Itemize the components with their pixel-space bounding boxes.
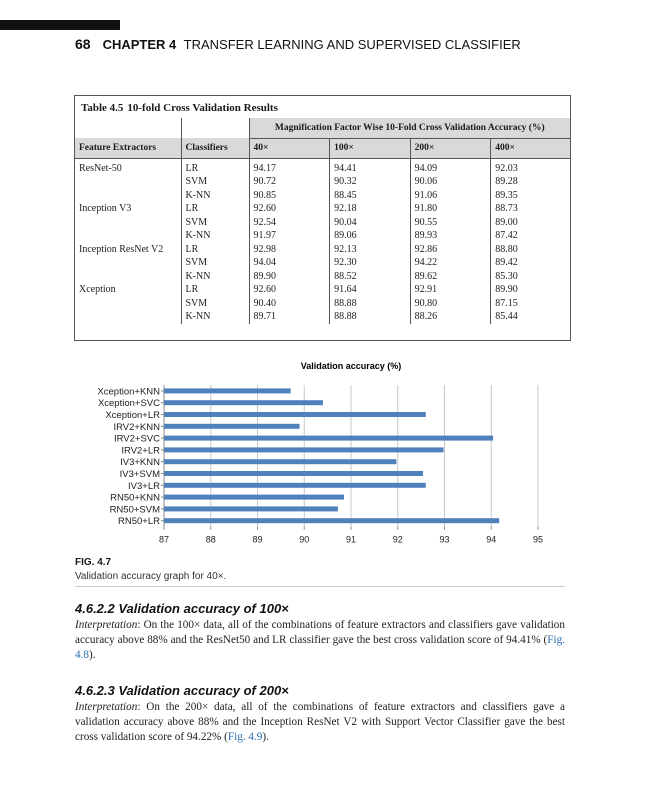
table-row: [75, 283, 570, 297]
category-label: IV3+LR: [128, 480, 160, 492]
table-cell: 90.85: [249, 189, 330, 203]
table-cell: [75, 189, 181, 203]
page-number: 68: [75, 36, 91, 52]
table-cell: 89.71: [249, 310, 330, 324]
figure-caption: Validation accuracy graph for 40×.: [75, 571, 227, 582]
table-cell: K-NN: [181, 189, 249, 203]
figure-label: FIG. 4.7: [75, 557, 112, 568]
table-title: [81, 102, 278, 114]
table-row: [75, 175, 570, 189]
bar: [164, 471, 423, 476]
category-label: IV3+SVM: [119, 469, 160, 480]
table-cell: 90.04: [330, 216, 411, 230]
table-cell: 92.98: [249, 243, 330, 257]
table-cell: 94.04: [249, 256, 330, 270]
table-cell: 92.30: [330, 256, 411, 270]
table-cell: 94.09: [410, 158, 491, 175]
table-cell: [75, 229, 181, 243]
column-header: 100×: [330, 138, 411, 158]
table-cell: 88.52: [330, 270, 411, 284]
table-body: [75, 158, 570, 324]
section-heading-200x: 4.6.2.3 Validation accuracy of 200×: [75, 683, 289, 698]
column-header: Classifiers: [181, 138, 249, 158]
table-cell: SVM: [181, 256, 249, 270]
bar: [164, 495, 344, 500]
table-cell: 85.30: [491, 270, 570, 284]
section-heading-100x: 4.6.2.2 Validation accuracy of 100×: [75, 601, 289, 616]
x-tick-label: 94: [486, 534, 497, 545]
table-cell: K-NN: [181, 270, 249, 284]
table-cell: 92.54: [249, 216, 330, 230]
table-cell: 85.44: [491, 310, 570, 324]
table-cell: 91.97: [249, 229, 330, 243]
category-label: RN50+SVM: [109, 504, 160, 516]
x-tick-label: 88: [205, 534, 216, 545]
category-label: IRV2+LR: [121, 445, 160, 457]
table-cell: 88.88: [330, 310, 411, 324]
table-cell: 90.06: [410, 175, 491, 189]
table-cell: 88.80: [491, 243, 570, 257]
table-row: [75, 310, 570, 324]
table-row: [75, 256, 570, 270]
bar: [164, 459, 396, 464]
chart-svg: [60, 355, 560, 555]
table-cell: 92.03: [491, 158, 570, 175]
table-cell: 92.13: [330, 243, 411, 257]
table-cell: 90.72: [249, 175, 330, 189]
table-cell: [75, 310, 181, 324]
section-paragraph-100x: [75, 618, 565, 663]
table-cell: 92.86: [410, 243, 491, 257]
category-label: IV3+KNN: [120, 457, 160, 469]
table-cell: 89.62: [410, 270, 491, 284]
table-number: Table 4.5: [81, 102, 124, 114]
table-cell: 89.90: [491, 283, 570, 297]
table-cell: [75, 216, 181, 230]
group-header: Magnification Factor Wise 10-Fold Cross Validation Accuracy (%): [249, 118, 570, 138]
table-cell: LR: [181, 158, 249, 175]
table-cell: 91.80: [410, 202, 491, 216]
results-table: [75, 118, 570, 324]
paragraph-lead: Interpretation: [75, 619, 138, 631]
table-row: [75, 202, 570, 216]
table-cell: 92.91: [410, 283, 491, 297]
table-cell: [75, 256, 181, 270]
table-cell: SVM: [181, 216, 249, 230]
paragraph-tail: ).: [88, 649, 96, 661]
divider: [75, 586, 565, 587]
x-tick-label: 87: [158, 534, 170, 545]
table-cell: [75, 175, 181, 189]
table-cell: SVM: [181, 175, 249, 189]
column-header: Feature Extractors: [75, 138, 181, 158]
table-cell: K-NN: [181, 310, 249, 324]
table-cell: 89.06: [330, 229, 411, 243]
bar: [164, 424, 300, 429]
table-cell: 89.90: [249, 270, 330, 284]
bar: [164, 506, 338, 511]
table-row: [75, 189, 570, 203]
section-paragraph-200x: [75, 700, 565, 745]
column-header: 200×: [410, 138, 491, 158]
category-label: Xception+SVC: [97, 398, 160, 410]
bar: [164, 400, 323, 405]
table-cell: 88.45: [330, 189, 411, 203]
column-header: 40×: [249, 138, 330, 158]
x-tick-label: 89: [252, 534, 263, 545]
column-header-row: [75, 138, 570, 158]
table-cell: 89.42: [491, 256, 570, 270]
table-cell: Xception: [79, 284, 116, 296]
table-cell: 90.55: [410, 216, 491, 230]
table-cell: 88.88: [330, 297, 411, 311]
paragraph-body: : On the 200× data, all of the combinations of feature extractors and classifiers gave a validation accuracy above 88% and the Inception ResNet V2 with Support Vector Classifier gave the best cross validation score of 94.22% (: [75, 701, 565, 743]
table-row: [75, 216, 570, 230]
figure-link[interactable]: Fig. 4.8: [75, 634, 565, 661]
results-table-box: [74, 95, 571, 341]
x-tick-label: 92: [392, 534, 403, 545]
table-row: [75, 158, 570, 175]
category-label: RN50+KNN: [110, 492, 160, 504]
table-cell: 87.42: [491, 229, 570, 243]
bar: [164, 412, 426, 417]
category-label: RN50+LR: [118, 516, 160, 528]
chapter-title: TRANSFER LEARNING AND SUPERVISED CLASSIFIER: [183, 37, 521, 52]
table-cell: 92.60: [249, 202, 330, 216]
table-cell: ResNet-50: [79, 163, 122, 175]
table-cell: 87.15: [491, 297, 570, 311]
table-cell: 92.60: [249, 283, 330, 297]
table-caption: 10-fold Cross Validation Results: [127, 102, 278, 114]
category-label: IRV2+SVC: [113, 433, 160, 445]
paragraph-body: : On the 100× data, all of the combinations of feature extractors and classifiers gave validation accuracy above 88% and the ResNet50 and LR classifier gave the best cross validation score of 94.41% (: [75, 619, 565, 646]
table-cell: 89.93: [410, 229, 491, 243]
x-tick-label: 95: [532, 534, 544, 545]
header-bar: [0, 20, 120, 30]
table-row: [75, 270, 570, 284]
table-cell: LR: [181, 202, 249, 216]
category-label: IRV2+KNN: [113, 421, 160, 433]
x-tick-label: 90: [299, 534, 310, 545]
paragraph-tail: ).: [262, 731, 269, 743]
category-label: Xception+LR: [105, 410, 160, 421]
column-header: 400×: [491, 138, 570, 158]
bar: [164, 436, 493, 441]
validation-accuracy-chart: [60, 355, 560, 555]
table-cell: 90.40: [249, 297, 330, 311]
table-cell: 94.17: [249, 158, 330, 175]
table-cell: LR: [181, 243, 249, 257]
table-row: [75, 243, 570, 257]
table-cell: 88.73: [491, 202, 570, 216]
x-tick-label: 93: [439, 534, 450, 545]
table-row: [75, 297, 570, 311]
running-head: [75, 36, 521, 52]
table-cell: Inception ResNet V2: [79, 243, 164, 255]
paragraph-lead: Interpretation: [75, 701, 138, 713]
table-cell: Inception V3: [79, 203, 132, 215]
table-cell: LR: [181, 283, 249, 297]
table-cell: 94.41: [330, 158, 411, 175]
table-cell: 90.80: [410, 297, 491, 311]
table-row: [75, 229, 570, 243]
table-cell: 89.28: [491, 175, 570, 189]
table-cell: 88.26: [410, 310, 491, 324]
table-cell: 91.06: [410, 189, 491, 203]
table-cell: 89.00: [491, 216, 570, 230]
chart-title: Validation accuracy (%): [300, 361, 402, 371]
bar: [164, 447, 444, 452]
table-cell: [75, 297, 181, 311]
table-cell: SVM: [181, 297, 249, 311]
chapter-label: CHAPTER 4: [102, 37, 177, 52]
bar: [164, 483, 426, 488]
table-cell: 92.18: [330, 202, 411, 216]
figure-link[interactable]: Fig. 4.9: [227, 731, 263, 743]
table-cell: 91.64: [330, 283, 411, 297]
category-label: Xception+KNN: [97, 386, 160, 398]
table-cell: 94.22: [410, 256, 491, 270]
table-cell: 90.32: [330, 175, 411, 189]
bar: [164, 388, 291, 393]
table-cell: [75, 270, 181, 284]
table-cell: 89.35: [491, 189, 570, 203]
x-tick-label: 91: [345, 534, 357, 545]
table-cell: K-NN: [181, 229, 249, 243]
bar: [164, 518, 499, 523]
